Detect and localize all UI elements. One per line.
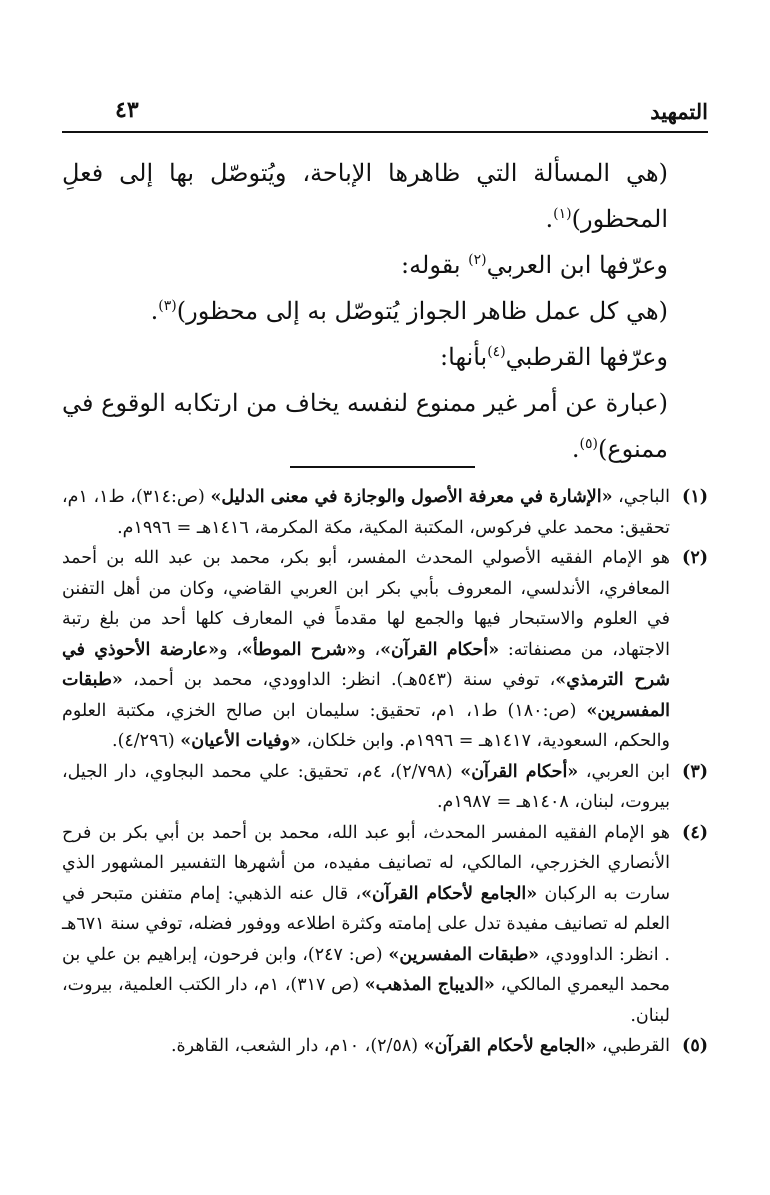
quote-text: (هي كل عمل ظاهر الجواز يُتوصّل به إلى محظور) xyxy=(176,297,668,325)
punctuation: . xyxy=(150,297,159,325)
paragraph-definition-2 xyxy=(62,288,708,334)
intro-text: وعرّفها ابن العربي xyxy=(486,251,668,279)
footnote-ref: (٥) xyxy=(579,436,598,452)
footnote-text: هو الإمام الفقيه الأصولي المحدث المفسر، أبو بكر، محمد بن عبد الله بن أحمد المعافري، الأندلسي، المعروف بأبي بكر ابن العربي القاضي، وكان من أهل التفنن في العلوم والاستبحار فيها والجمع لها مقدماً في المعارف كلها أحد من بلغ رتبة الاجتهاد، من مصنفاته: «أحكام القرآن»، و«شرح الموطأ»، و«عارضة الأحوذي في شرح الترمذي»، توفي سنة (٥٤٣هـ). انظر: الداوودي، محمد بن أحمد، «طبقات المفسرين» (ص:١٨٠) ط١، ١م، تحقيق: سليمان ابن صالح الخزي، مكتبة العلوم والحكم، السعودية، ١٤١٧هـ = ١٩٩٦م. وابن خلكان، «وفيات الأعيان» (٤/٢٩٦). xyxy=(62,548,671,751)
footnote-ref: (٤) xyxy=(487,344,506,360)
punctuation: . xyxy=(545,205,554,233)
footnote-number: (٣) xyxy=(682,761,708,782)
footnote-4 xyxy=(62,818,708,1032)
book-title: «أحكام القرآن» xyxy=(460,761,579,782)
footnote-text: هو الإمام الفقيه المفسر المحدث، أبو عبد الله، محمد بن أحمد بن أبي بكر بن فرح الأنصاري الخزرجي، المالكي، له تصانيف مفيده، من أشهرها التفسير المشهور الذي سارت به الركبان «الجامع لأحكام القرآن»، قال عنه الذهبي: إمام متفنن متبحر في العلم له تصانيف مفيدة تدل على إمامته وكثرة اطلاعه ووفور فضله، توفي سنة ٦٧١هـ . انظر: الداوودي، «طبقات المفسرين» (ص: ٢٤٧)، وابن فرحون، إبراهيم بن علي بن محمد اليعمري المالكي، «الديباج المذهب» (ص ٣١٧)، ١م، دار الكتب العلمية، بيروت، لبنان. xyxy=(62,822,670,1026)
footnote-3 xyxy=(62,757,708,818)
footnote-text: ابن العربي، «أحكام القرآن» (٢/٧٩٨)، ٤م، تحقيق: علي محمد البجاوي، دار الجيل، بيروت، لبنان، ١٤٠٨هـ = ١٩٨٧م. xyxy=(62,761,671,812)
quote-text: (عبارة عن أمر غير ممنوع لنفسه يخاف من ارتكابه الوقوع في ممنوع) xyxy=(62,389,668,463)
book-title: «أحكام القرآن» xyxy=(380,639,500,660)
punctuation: . xyxy=(571,435,580,463)
header-rule xyxy=(62,131,708,133)
book-title: «عارضة الأحوذي في شرح الترمذي» xyxy=(62,639,670,690)
paragraph-ibn-arabi-intro xyxy=(62,242,708,288)
footnote-ref: (١) xyxy=(553,206,572,222)
book-title: «الديباج المذهب» xyxy=(364,975,495,995)
footnote-number: (٥) xyxy=(682,1036,708,1056)
footnote-number: (١) xyxy=(682,487,708,507)
page-number: ٤٣ xyxy=(115,97,139,123)
book-title: «وفيات الأعيان» xyxy=(180,731,301,751)
footnote-ref: (٣) xyxy=(158,298,177,314)
paragraph-definition-3 xyxy=(62,380,708,472)
main-text xyxy=(62,150,708,472)
footnote-1 xyxy=(62,482,708,543)
book-title: «شرح الموطأ» xyxy=(241,639,358,660)
footnote-text: الباجي، «الإشارة في معرفة الأصول والوجازة في معنى الدليل» (ص:٣١٤)، ط١، ١م، تحقيق: محمد علي فركوس، المكتبة المكية، مكة المكرمة، ١٤١٦هـ = ١٩٩٦م. xyxy=(62,487,670,538)
running-header-title: التمهيد xyxy=(650,99,708,124)
footnote-5 xyxy=(62,1031,708,1062)
paragraph-definition-1 xyxy=(62,150,708,242)
footnote-2 xyxy=(62,543,708,757)
book-title: «طبقات المفسرين» xyxy=(388,944,540,965)
intro-text-end: بأنها: xyxy=(440,343,488,371)
footnote-number: (٢) xyxy=(682,548,708,568)
footnote-text: القرطبي، «الجامع لأحكام القرآن» (٢/٥٨)، ١٠م، دار الشعب، القاهرة. xyxy=(170,1036,670,1056)
intro-text: وعرّفها القرطبي xyxy=(505,343,668,371)
book-title: «الجامع لأحكام القرآن» xyxy=(361,883,538,904)
footnote-number: (٤) xyxy=(682,822,708,843)
footnote-ref: (٢) xyxy=(468,252,487,268)
footnotes xyxy=(62,482,708,1062)
book-title: «الإشارة في معرفة الأصول والوجازة في معنى الدليل» xyxy=(210,487,613,507)
book-title: «طبقات المفسرين» xyxy=(62,670,671,721)
paragraph-qurtubi-intro xyxy=(62,334,708,380)
book-title: «الجامع لأحكام القرآن» xyxy=(423,1036,597,1056)
intro-text-end: بقوله: xyxy=(401,251,469,279)
quote-text: (هي المسألة التي ظاهرها الإباحة، ويُتوصّل بها إلى فعلِ المحظور) xyxy=(62,159,668,233)
footnote-separator xyxy=(290,466,475,468)
